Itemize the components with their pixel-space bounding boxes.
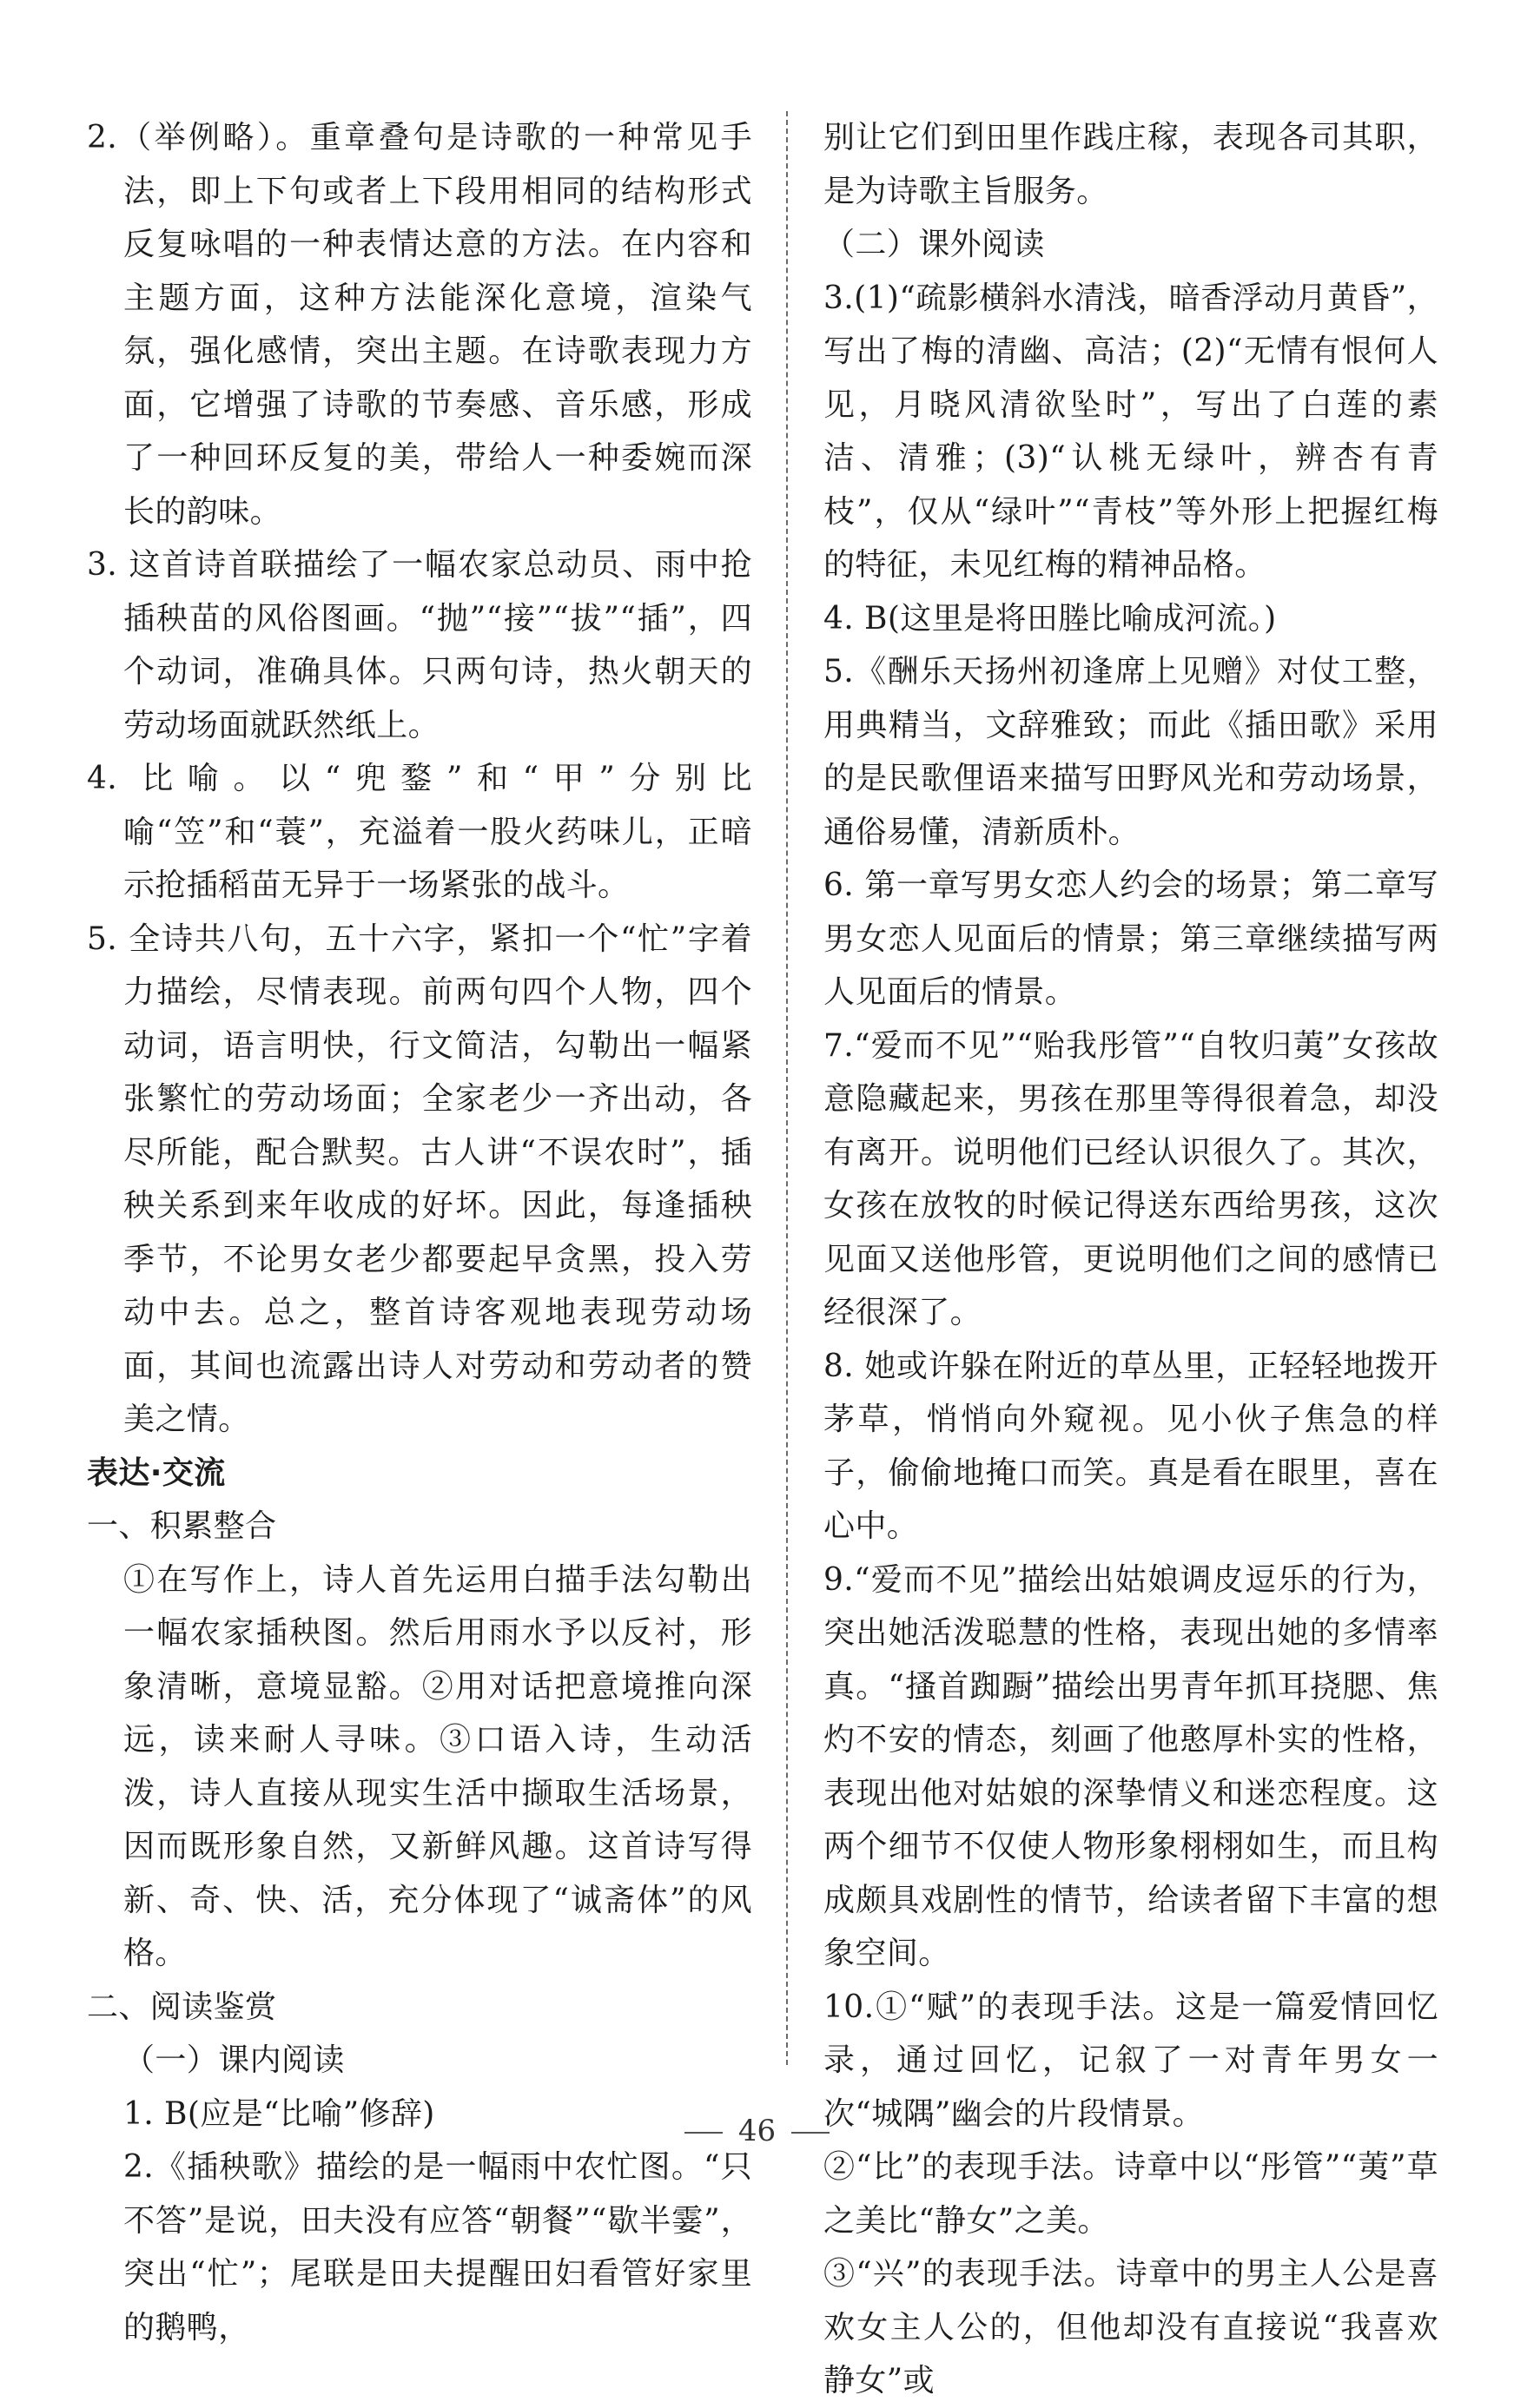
- answer-paragraph: 9.“爱而不见”描绘出姑娘调皮逗乐的行为，突出她活泼聪慧的性格，表现出她的多情率真。“搔首踟蹰”描绘出男青年抓耳挠腮、焦灼不安的情态，刻画了他憨厚朴实的性格，表现出他对姑娘的深挚情义和迷恋程度。这两个细节不仅使人物形象栩栩如生，而且构成颇具戏剧性的情节，给读者留下丰富的想象空间。: [823, 1561, 1438, 1971]
- answer-paragraph: 2.（举例略）。重章叠句是诗歌的一种常见手法，即上下句或者上下段用相同的结构形式反复咏唱的一种表情达意的方法。在内容和主题方面，这种方法能深化意境，渲染气氛，强化感情，突出主题。在诗歌表现力方面，它增强了诗歌的节奏感、音乐感，形成了一种回环反复的美，带给人一种委婉而深长的韵味。: [87, 120, 752, 530]
- footer-dash-left: [684, 2132, 723, 2134]
- answer-paragraph: 10.①“赋”的表现手法。这是一篇爱情回忆录，通过回忆，记叙了一对青年男女一次“城隅”幽会的片段情景。: [823, 1989, 1438, 2132]
- answer-paragraph: 一、积累整合: [87, 1508, 277, 1544]
- answer-paragraph: ③“兴”的表现手法。诗章中的男主人公是喜欢女主人公的，但他却没有直接说“我喜欢静女”或: [823, 2256, 1438, 2398]
- right-column: [823, 111, 1438, 2408]
- answer-paragraph: 二、阅读鉴赏: [87, 1989, 277, 2025]
- answer-paragraph: （一）课内阅读: [123, 2042, 345, 2078]
- left-column: [87, 111, 752, 2354]
- column-divider: [786, 111, 788, 2065]
- answer-paragraph: 7.“爱而不见”“贻我彤管”“自牧归荑”女孩故意隐藏起来，男孩在那里等得很着急，却没有离开。说明他们已经认识很久了。其次，女孩在放牧的时候记得送东西给男孩，这次见面又送他彤管，更说明他们之间的感情已经很深了。: [823, 1027, 1438, 1330]
- answer-paragraph: 6. 第一章写男女恋人约会的场景；第二章写男女恋人见面后的情景；第三章继续描写两人见面后的情景。: [823, 868, 1438, 1010]
- answer-paragraph: （二）课外阅读: [823, 227, 1045, 262]
- page-number: 46: [737, 2114, 777, 2148]
- answer-paragraph: 别让它们到田里作践庄稼，表现各司其职，是为诗歌主旨服务。: [823, 120, 1438, 209]
- page-footer: [0, 2114, 1514, 2148]
- answer-paragraph: 5. 全诗共八句，五十六字，紧扣一个“忙”字着力描绘，尽情表现。前两句四个人物，四个动词，语言明快，行文简洁，勾勒出一幅紧张繁忙的劳动场面；全家老少一齐出动，各尽所能，配合默契。古人讲“不误农时”，插秧关系到来年收成的好坏。因此，每逢插秧季节，不论男女老少都要起早贪黑，投入劳动中去。总之，整首诗客观地表现劳动场面，其间也流露出诗人对劳动和劳动者的赞美之情。: [87, 920, 752, 1437]
- answer-paragraph: 3.(1)“疏影横斜水清浅，暗香浮动月黄昏”，写出了梅的清幽、高洁；(2)“无情有恨何人见，月晓风清欲坠时”，写出了白莲的素洁、清雅；(3)“认桃无绿叶，辨杏有青枝”，仅从“绿叶”“青枝”等外形上把握红梅的特征，未见红梅的精神品格。: [823, 280, 1438, 583]
- answer-paragraph: ①在写作上，诗人首先运用白描手法勾勒出一幅农家插秧图。然后用雨水予以反衬，形象清晰，意境显豁。②用对话把意境推向深远，读来耐人寻味。③口语入诗，生动活泼，诗人直接从现实生活中撷取生活场景，因而既形象自然，又新鲜风趣。这首诗写得新、奇、快、活，充分体现了“诚斋体”的风格。: [123, 1561, 752, 1971]
- answer-paragraph: 4. 比喻。以“兜鍪”和“甲”分别比喻“笠”和“蓑”，充溢着一股火药味儿，正暗示抢插稻苗无异于一场紧张的战斗。: [87, 761, 752, 903]
- answer-paragraph: 3. 这首诗首联描绘了一幅农家总动员、雨中抢插秧苗的风俗图画。“抛”“接”“拔”“插”，四个动词，准确具体。只两句诗，热火朝天的劳动场面就跃然纸上。: [87, 547, 752, 743]
- answer-paragraph: 8. 她或许躲在附近的草丛里，正轻轻地拨开茅草，悄悄向外窥视。见小伙子焦急的样子，偷偷地掩口而笑。真是看在眼里，喜在心中。: [823, 1348, 1438, 1544]
- answer-paragraph: 5.《酬乐天扬州初逢席上见赠》对仗工整，用典精当，文辞雅致；而此《插田歌》采用的是民歌俚语来描写田野风光和劳动场景，通俗易懂，清新质朴。: [823, 654, 1438, 850]
- footer-dash-right: [791, 2132, 830, 2134]
- answer-paragraph: 2.《插秧歌》描绘的是一幅雨中农忙图。“只不答”是说，田夫没有应答“朝餐”“歇半霎”，突出“忙”；尾联是田夫提醒田妇看管好家里的鹅鸭，: [123, 2149, 752, 2345]
- answer-paragraph: 4. B(这里是将田塍比喻成河流。): [823, 600, 1277, 637]
- answer-paragraph: 1. B(应是“比喻”修辞): [123, 2095, 435, 2132]
- answer-paragraph: ②“比”的表现手法。诗章中以“彤管”“荑”草之美比“静女”之美。: [823, 2149, 1438, 2239]
- section-heading: 表达·交流: [87, 1455, 226, 1491]
